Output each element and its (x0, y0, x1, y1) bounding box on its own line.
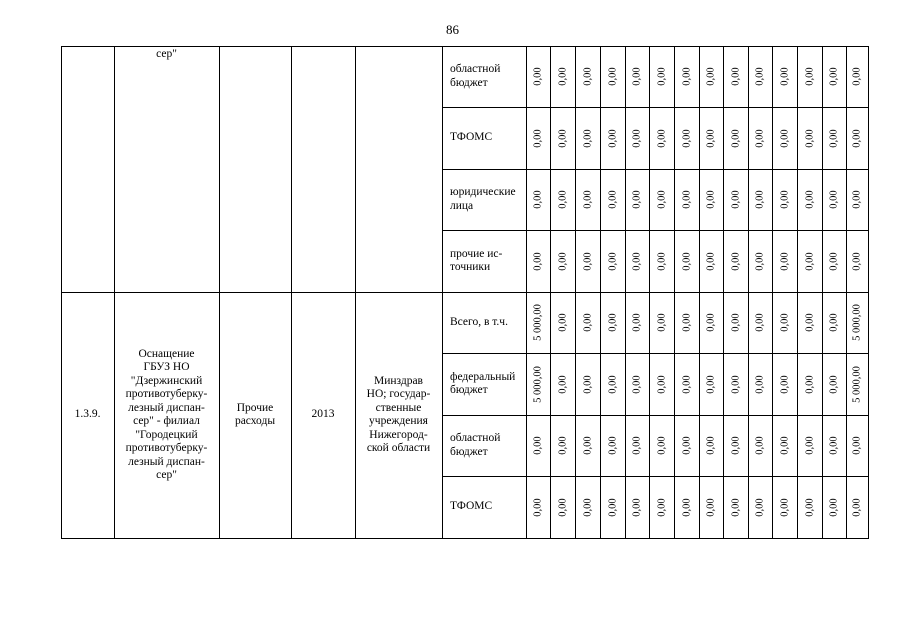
amount-value: 0,00 (828, 374, 840, 394)
amount-value: 0,00 (656, 313, 667, 332)
amount-value: 0,00 (804, 190, 815, 209)
amount-value: 0,00 (779, 190, 790, 209)
amount-value: 0,00 (607, 436, 618, 455)
amount-value: 0,00 (730, 436, 741, 455)
amount-value: 0,00 (582, 190, 593, 209)
amount-value: 0,00 (730, 190, 741, 209)
amount-value: 0,00 (705, 67, 717, 86)
grid-hline-bottom (61, 538, 869, 539)
item-source-3: ТФОМС (450, 500, 493, 513)
amount-value: 0,00 (851, 436, 863, 455)
amount-value: 0,00 (804, 67, 815, 86)
amount-value: 0,00 (705, 374, 717, 394)
amount-value: 0,00 (656, 497, 667, 517)
amount-value: 0,00 (779, 128, 790, 148)
amount-value: 0,00 (582, 497, 593, 517)
amount-value: 0,00 (557, 374, 568, 394)
amount-value: 0,00 (730, 128, 741, 148)
amount-value: 0,00 (681, 67, 692, 86)
item-name: Оснащение ГБУЗ НО "Дзержинский противотуберку- лезный диспан- сер" - филиал "Городецкий противотуберку- лезный диспан- сер" (125, 347, 208, 481)
amount-value: 0,00 (779, 497, 790, 517)
amount-value: 0,00 (851, 190, 863, 209)
amount-value: 0,00 (730, 374, 741, 394)
amount-value: 0,00 (705, 128, 717, 148)
item-name-continuation: сер" (156, 48, 177, 60)
amount-value: 0,00 (754, 190, 766, 209)
amount-value: 0,00 (804, 313, 815, 332)
amount-value: 0,00 (656, 190, 667, 209)
amount-value: 0,00 (828, 436, 840, 455)
amount-value: 0,00 (851, 497, 863, 517)
item-source-2: областной бюджет (450, 432, 501, 458)
amount-value: 0,00 (730, 313, 741, 332)
amount-value: 0,00 (754, 436, 766, 455)
amount-value: 0,00 (681, 128, 692, 148)
amount-value: 0,00 (754, 313, 766, 332)
item-executor: Минздрав НО; государ- ственные учреждения Нижегород- ской области (366, 374, 431, 454)
grid-hline-top (61, 46, 869, 47)
amount-value: 0,00 (779, 67, 790, 86)
amount-value: 0,00 (828, 497, 840, 517)
amount-value: 0,00 (607, 313, 618, 332)
amount-value: 0,00 (705, 436, 717, 455)
amount-value: 0,00 (631, 436, 643, 455)
amount-value: 0,00 (557, 313, 568, 332)
amount-value: 0,00 (607, 190, 618, 209)
amount-value: 0,00 (582, 67, 593, 86)
amount-value: 0,00 (607, 128, 618, 148)
amount-value: 0,00 (656, 128, 667, 148)
amount-value: 0,00 (828, 313, 840, 332)
amount-value: 0,00 (631, 374, 643, 394)
amount-value: 0,00 (851, 128, 863, 148)
amount-value: 0,00 (851, 251, 863, 271)
amount-value: 0,00 (705, 313, 717, 332)
top_block-source-2: юридические лица (450, 186, 516, 212)
amount-value: 0,00 (582, 251, 593, 271)
amount-value: 0,00 (607, 497, 618, 517)
amount-value: 0,00 (754, 374, 766, 394)
amount-value: 0,00 (607, 374, 618, 394)
top_block-source-1: ТФОМС (450, 131, 493, 144)
amount-value: 0,00 (631, 251, 643, 271)
amount-value: 0,00 (582, 436, 593, 455)
amount-value: 0,00 (557, 190, 568, 209)
amount-value: 0,00 (828, 251, 840, 271)
amount-value: 0,00 (705, 497, 717, 517)
amount-value: 0,00 (532, 497, 544, 517)
page-number: 86 (446, 22, 459, 37)
amount-value: 0,00 (631, 190, 643, 209)
amount-value: 0,00 (681, 313, 692, 332)
amount-value: 0,00 (557, 497, 568, 517)
block-separator-line (61, 292, 869, 293)
amount-value: 0,00 (705, 251, 717, 271)
amount-value: 0,00 (804, 251, 815, 271)
top_block-source-0: областной бюджет (450, 63, 501, 89)
amount-value: 0,00 (705, 190, 717, 209)
amount-value: 5 000,00 (851, 304, 863, 341)
amount-value: 0,00 (730, 251, 741, 271)
amount-value: 0,00 (631, 497, 643, 517)
amount-value: 0,00 (730, 67, 741, 86)
amount-value: 0,00 (681, 190, 692, 209)
amount-value: 0,00 (779, 251, 790, 271)
amount-value: 0,00 (804, 436, 815, 455)
amount-value: 0,00 (779, 313, 790, 332)
amount-value: 0,00 (532, 190, 544, 209)
top_block-source-3: прочие ис- точники (450, 247, 503, 273)
amount-value: 0,00 (779, 436, 790, 455)
amount-value: 0,00 (754, 128, 766, 148)
amount-value: 0,00 (804, 374, 815, 394)
amount-value: 5 000,00 (851, 365, 863, 403)
amount-value: 0,00 (557, 251, 568, 271)
amount-value: 0,00 (607, 251, 618, 271)
amount-value: 0,00 (582, 128, 593, 148)
item-year: 2013 (311, 408, 335, 421)
amount-value: 0,00 (754, 67, 766, 86)
amount-value: 0,00 (828, 190, 840, 209)
amount-value: 0,00 (656, 374, 667, 394)
amount-value: 0,00 (532, 436, 544, 455)
amount-value: 0,00 (681, 436, 692, 455)
amount-value: 0,00 (582, 313, 593, 332)
amount-value: 0,00 (681, 251, 692, 271)
amount-value: 0,00 (681, 497, 692, 517)
amount-value: 0,00 (557, 128, 568, 148)
amount-value: 0,00 (754, 251, 766, 271)
amount-value: 0,00 (656, 251, 667, 271)
amount-value: 0,00 (681, 374, 692, 394)
amount-value: 0,00 (828, 67, 840, 86)
amount-value: 0,00 (804, 497, 815, 517)
amount-value: 0,00 (532, 251, 544, 271)
amount-value: 0,00 (656, 436, 667, 455)
amount-value: 0,00 (532, 67, 544, 86)
amount-value: 0,00 (557, 67, 568, 86)
amount-value: 0,00 (631, 128, 643, 148)
item-expense-type: Прочие расходы (234, 401, 276, 427)
amount-value: 5 000,00 (532, 304, 544, 341)
amount-value: 0,00 (730, 497, 741, 517)
amount-value: 0,00 (631, 67, 643, 86)
item-source-1: федеральный бюджет (450, 370, 516, 396)
amount-value: 0,00 (754, 497, 766, 517)
amount-value: 0,00 (828, 128, 840, 148)
amount-value: 0,00 (582, 374, 593, 394)
item-source-0: Всего, в т.ч. (450, 315, 508, 328)
amount-value: 5 000,00 (532, 365, 544, 403)
amount-value: 0,00 (656, 67, 667, 86)
amount-value: 0,00 (631, 313, 643, 332)
amount-value: 0,00 (779, 374, 790, 394)
item-number: 1.3.9. (74, 408, 101, 421)
amount-value: 0,00 (804, 128, 815, 148)
amount-value: 0,00 (607, 67, 618, 86)
amount-value: 0,00 (851, 67, 863, 86)
amount-value: 0,00 (557, 436, 568, 455)
amount-value: 0,00 (532, 128, 544, 148)
